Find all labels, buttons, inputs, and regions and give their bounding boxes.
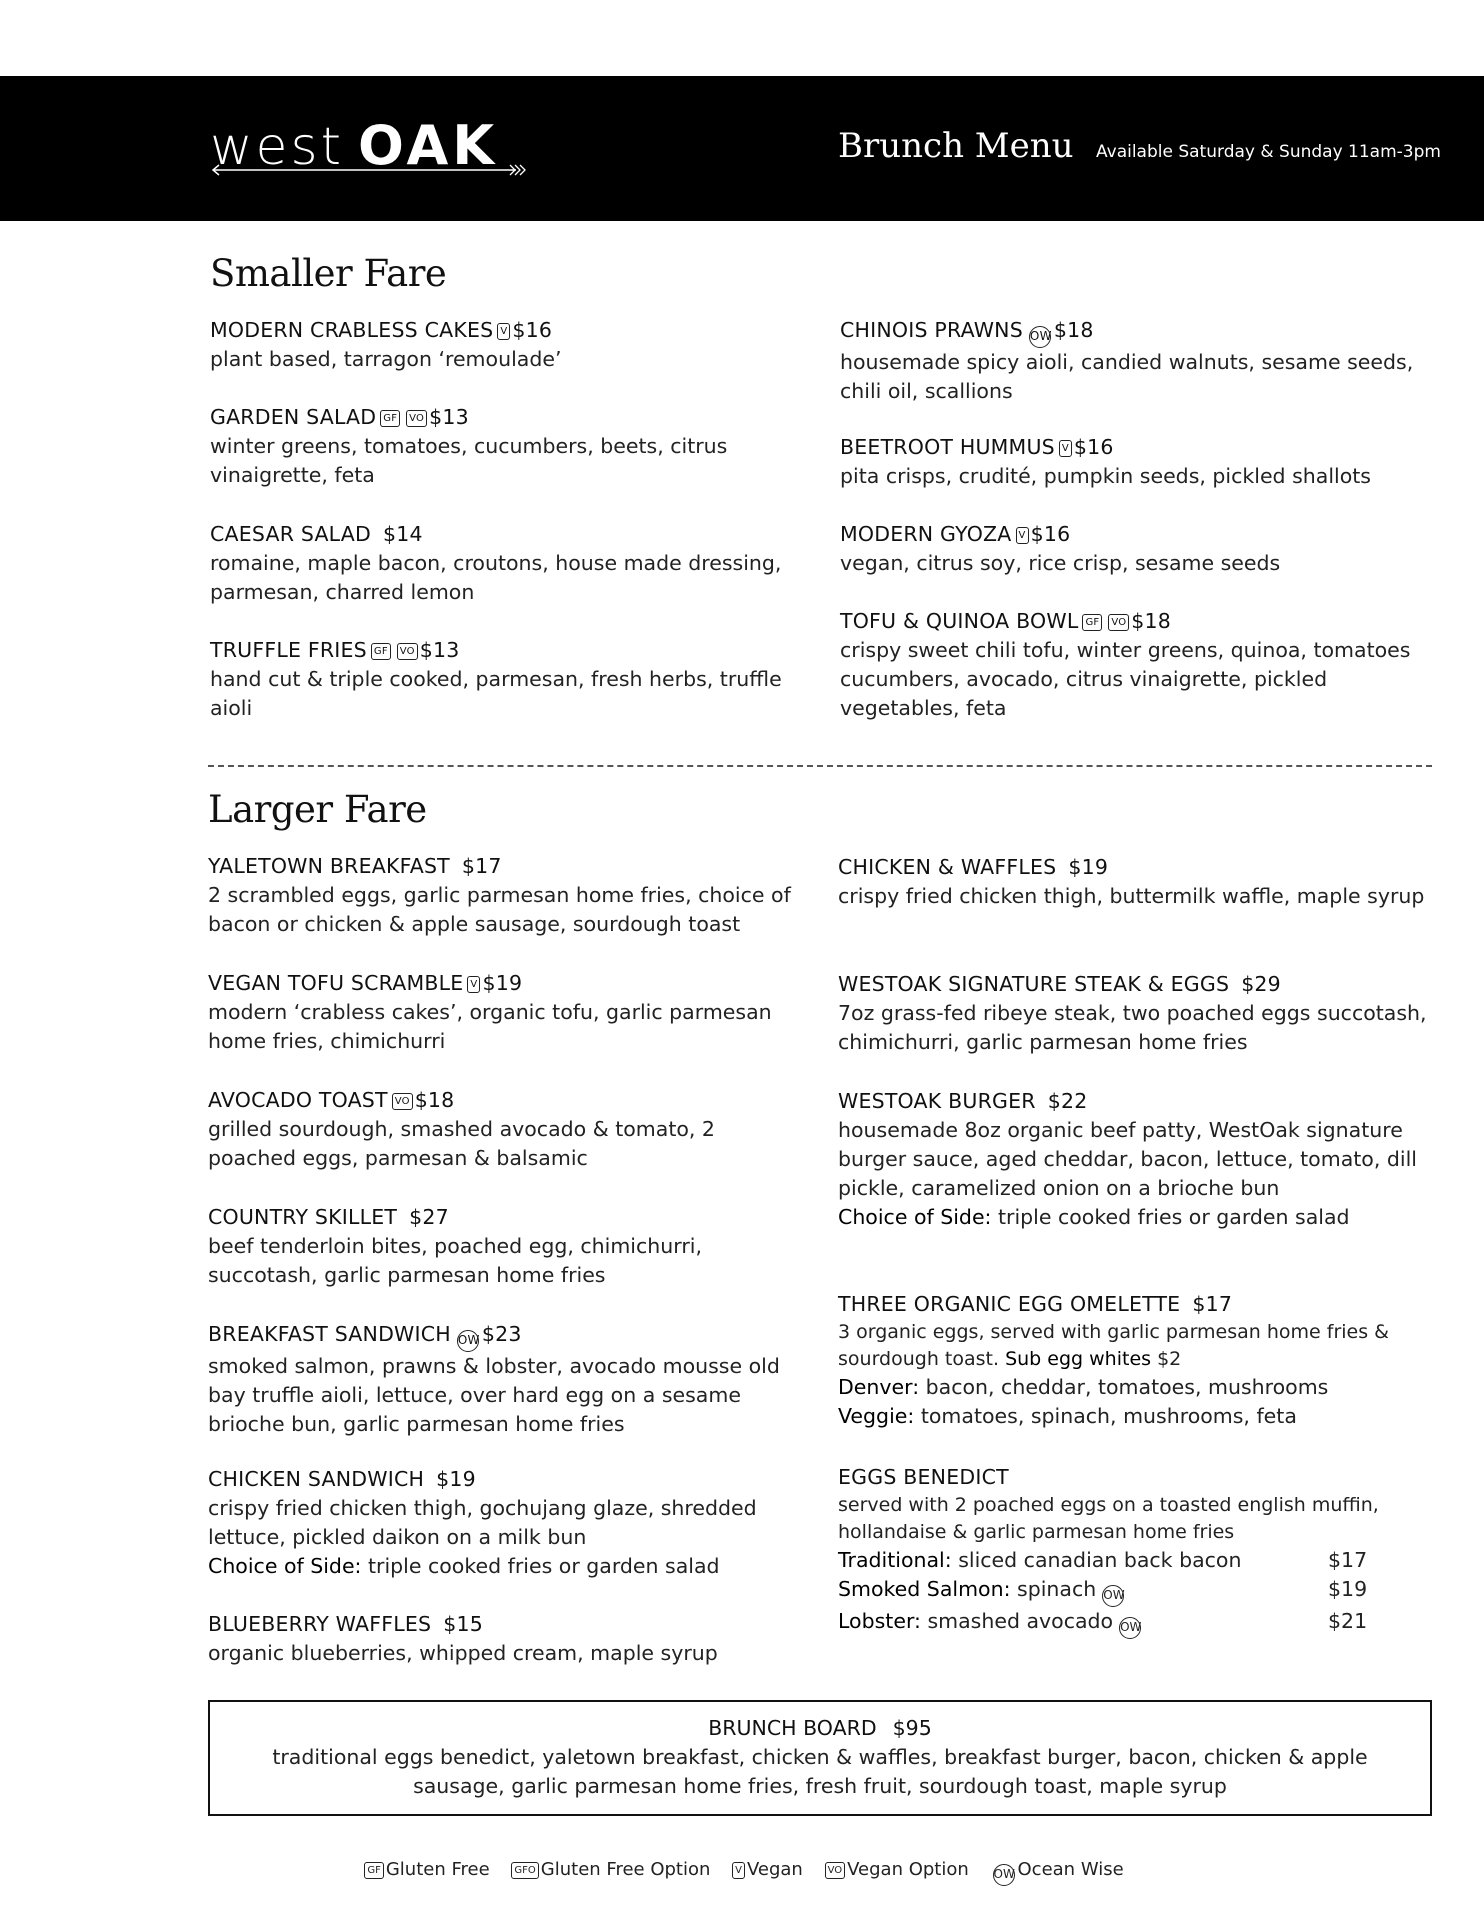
option-label: Traditional: xyxy=(838,1548,952,1572)
menu-item xyxy=(208,1086,798,1173)
vegan-option-icon: VO xyxy=(397,643,418,660)
ocean-wise-icon: OW xyxy=(1102,1585,1124,1607)
gluten-free-option-icon: GFO xyxy=(511,1862,538,1879)
item-name: WESTOAK SIGNATURE STEAK & EGGS xyxy=(838,972,1230,996)
item-name: COUNTRY SKILLET xyxy=(208,1205,398,1229)
item-name: CAESAR SALAD xyxy=(210,522,371,546)
ocean-wise-icon: OW xyxy=(1029,326,1051,348)
menu-item xyxy=(838,853,1428,911)
item-description: hand cut & triple cooked, parmesan, fresh herbs, truffle aioli xyxy=(210,667,782,720)
benedict-option xyxy=(838,1575,1428,1607)
ocean-wise-icon: OW xyxy=(993,1864,1015,1886)
item-price: $13 xyxy=(419,638,460,662)
item-name: BREAKFAST SANDWICH xyxy=(208,1322,451,1346)
item-description: beef tenderloin bites, poached egg, chimichurri, succotash, garlic parmesan home fries xyxy=(208,1234,702,1287)
item-description: housemade spicy aioli, candied walnuts, sesame seeds, chili oil, scallions xyxy=(840,350,1414,403)
benedict-option xyxy=(838,1546,1428,1575)
item-price: $19 xyxy=(436,1467,476,1491)
legend-entry xyxy=(987,1859,1124,1880)
menu-item xyxy=(210,520,800,607)
menu-title: Brunch Menu xyxy=(838,126,1074,166)
item-name: WESTOAK BURGER xyxy=(838,1089,1036,1113)
item-description: 2 scrambled eggs, garlic parmesan home fries, choice of bacon or chicken & apple sausage, sourdough toast xyxy=(208,883,791,936)
item-name: CHICKEN & WAFFLES xyxy=(838,855,1057,879)
item-description: 7oz grass-fed ribeye steak, two poached eggs succotash, chimichurri, garlic parmesan home fries xyxy=(838,1001,1427,1054)
item-price: $16 xyxy=(1073,435,1114,459)
item-name: BEETROOT HUMMUS xyxy=(840,435,1055,459)
ocean-wise-icon: OW xyxy=(457,1330,479,1352)
extra-label: Sub egg whites xyxy=(1005,1348,1152,1370)
item-name: CHINOIS PRAWNS xyxy=(840,318,1023,342)
board-description: traditional eggs benedict, yaletown breakfast, chicken & waffles, breakfast burger, bacon, chicken & apple sausage, garlic parmesan home fries, fresh fruit, sourdough toast, maple syrup xyxy=(272,1745,1368,1798)
item-name: VEGAN TOFU SCRAMBLE xyxy=(208,971,464,995)
legend-label: Vegan Option xyxy=(847,1859,969,1880)
vegan-icon: V xyxy=(497,323,510,340)
board-name: BRUNCH BOARD xyxy=(708,1716,877,1740)
vegan-option-icon: VO xyxy=(406,410,427,427)
item-description: crispy fried chicken thigh, buttermilk waffle, maple syrup xyxy=(838,884,1425,908)
menu-item xyxy=(838,1463,1428,1639)
item-price: $22 xyxy=(1047,1089,1088,1113)
option-text: bacon, cheddar, tomatoes, mushrooms xyxy=(925,1375,1329,1399)
option-price: $19 xyxy=(1328,1577,1368,1601)
option-text: sliced canadian back bacon xyxy=(958,1548,1242,1572)
gluten-free-icon: GF xyxy=(1082,614,1102,631)
vegan-icon: V xyxy=(467,976,480,993)
gluten-free-icon: GF xyxy=(364,1862,384,1879)
logo-arrow-icon xyxy=(210,164,530,176)
menu-item xyxy=(210,403,800,490)
menu-item xyxy=(838,970,1428,1057)
ocean-wise-icon: OW xyxy=(1119,1617,1141,1639)
item-price: $17 xyxy=(1192,1292,1233,1316)
menu-item xyxy=(208,1203,798,1290)
item-price: $19 xyxy=(1068,855,1109,879)
item-description: plant based, tarragon ‘remoulade’ xyxy=(210,347,562,371)
item-name: MODERN CRABLESS CAKES xyxy=(210,318,494,342)
item-price: $29 xyxy=(1241,972,1281,996)
item-name: YALETOWN BREAKFAST xyxy=(208,854,450,878)
item-description: winter greens, tomatoes, cucumbers, beets, citrus vinaigrette, feta xyxy=(210,434,728,487)
legend-label: Ocean Wise xyxy=(1017,1859,1124,1880)
menu-item xyxy=(208,1320,798,1439)
side-label: Choice of Side: xyxy=(838,1205,992,1229)
dietary-legend xyxy=(0,1859,1484,1886)
item-description: crispy sweet chili tofu, winter greens, quinoa, tomatoes cucumbers, avocado, citrus vinaigrette, pickled vegetables, feta xyxy=(840,638,1411,720)
menu-item xyxy=(840,607,1430,723)
item-price: $18 xyxy=(414,1088,455,1112)
section-title-larger-fare: Larger Fare xyxy=(208,788,427,831)
item-description: pita crisps, crudité, pumpkin seeds, pickled shallots xyxy=(840,464,1371,488)
option-text: smashed avocado xyxy=(927,1609,1114,1633)
option-price: $21 xyxy=(1328,1609,1368,1633)
option-label: Smoked Salmon: xyxy=(838,1577,1011,1601)
menu-item xyxy=(208,852,798,939)
side-text: triple cooked fries or garden salad xyxy=(368,1554,720,1578)
legend-entry xyxy=(507,1859,710,1880)
item-name: CHICKEN SANDWICH xyxy=(208,1467,425,1491)
item-name: AVOCADO TOAST xyxy=(208,1088,388,1112)
section-divider xyxy=(208,765,1432,767)
item-price: $19 xyxy=(482,971,523,995)
item-description: served with 2 poached eggs on a toasted english muffin, hollandaise & garlic parmesan home fries xyxy=(838,1494,1379,1543)
gluten-free-icon: GF xyxy=(380,410,400,427)
menu-item xyxy=(838,1087,1428,1232)
option-label: Lobster: xyxy=(838,1609,921,1633)
logo-oak-text: OAK xyxy=(358,114,499,177)
option-label: Denver: xyxy=(838,1375,920,1399)
item-price: $23 xyxy=(481,1322,522,1346)
item-name: THREE ORGANIC EGG OMELETTE xyxy=(838,1292,1181,1316)
vegan-icon: V xyxy=(1059,440,1072,457)
item-description: grilled sourdough, smashed avocado & tomato, 2 poached eggs, parmesan & balsamic xyxy=(208,1117,715,1170)
menu-item xyxy=(840,316,1430,406)
legend-entry xyxy=(821,1859,969,1880)
legend-entry xyxy=(728,1859,803,1880)
side-label: Choice of Side: xyxy=(208,1554,362,1578)
menu-item xyxy=(208,969,798,1056)
legend-entry xyxy=(360,1859,489,1880)
vegan-option-icon: VO xyxy=(392,1093,413,1110)
item-description: smoked salmon, prawns & lobster, avocado mousse old bay truffle aioli, lettuce, over hard egg on a sesame brioche bun, garlic parmesan home fries xyxy=(208,1354,780,1436)
item-price: $16 xyxy=(1030,522,1071,546)
item-name: TOFU & QUINOA BOWL xyxy=(840,609,1079,633)
item-description: vegan, citrus soy, rice crisp, sesame seeds xyxy=(840,551,1281,575)
item-description: 3 organic eggs, served with garlic parmesan home fries & sourdough toast. xyxy=(838,1321,1389,1370)
item-price: $18 xyxy=(1131,609,1172,633)
section-title-smaller-fare: Smaller Fare xyxy=(210,252,447,295)
item-price: $16 xyxy=(512,318,553,342)
logo-west-text: west xyxy=(210,117,345,177)
vegan-option-icon: VO xyxy=(825,1862,846,1879)
gluten-free-icon: GF xyxy=(371,643,391,660)
legend-label: Vegan xyxy=(746,1859,803,1880)
menu-item xyxy=(838,1290,1428,1431)
option-text: spinach xyxy=(1017,1577,1097,1601)
menu-item xyxy=(208,1610,798,1668)
item-description: crispy fried chicken thigh, gochujang glaze, shredded lettuce, pickled daikon on a milk bun xyxy=(208,1496,757,1549)
menu-item xyxy=(840,520,1430,578)
extra-price: $2 xyxy=(1157,1348,1182,1370)
item-price: $15 xyxy=(443,1612,483,1636)
menu-item xyxy=(210,316,800,374)
menu-item xyxy=(840,433,1430,491)
item-price: $18 xyxy=(1053,318,1094,342)
side-text: triple cooked fries or garden salad xyxy=(998,1205,1350,1229)
item-name: GARDEN SALAD xyxy=(210,405,377,429)
item-name: MODERN GYOZA xyxy=(840,522,1012,546)
menu-header xyxy=(0,76,1484,221)
availability-text: Available Saturday & Sunday 11am-3pm xyxy=(1096,142,1441,162)
item-description: housemade 8oz organic beef patty, WestOak signature burger sauce, aged cheddar, bacon, lettuce, tomato, dill pickle, caramelized onion on a brioche bun xyxy=(838,1118,1417,1200)
vegan-icon: V xyxy=(732,1862,745,1879)
menu-item xyxy=(208,1465,798,1581)
item-price: $14 xyxy=(383,522,423,546)
option-label: Veggie: xyxy=(838,1404,915,1428)
menu-item xyxy=(210,636,800,723)
legend-label: Gluten Free xyxy=(385,1859,490,1880)
option-text: tomatoes, spinach, mushrooms, feta xyxy=(920,1404,1297,1428)
vegan-option-icon: VO xyxy=(1108,614,1129,631)
item-description: organic blueberries, whipped cream, maple syrup xyxy=(208,1641,718,1665)
brunch-board-box xyxy=(208,1700,1432,1816)
benedict-option xyxy=(838,1607,1428,1639)
item-price: $13 xyxy=(429,405,469,429)
item-price: $17 xyxy=(461,854,502,878)
item-name: EGGS BENEDICT xyxy=(838,1465,1009,1489)
item-price: $27 xyxy=(409,1205,449,1229)
item-description: romaine, maple bacon, croutons, house made dressing, parmesan, charred lemon xyxy=(210,551,782,604)
item-description: modern ‘crabless cakes’, organic tofu, garlic parmesan home fries, chimichurri xyxy=(208,1000,772,1053)
option-price: $17 xyxy=(1328,1548,1368,1572)
board-price: $95 xyxy=(892,1716,932,1740)
item-name: BLUEBERRY WAFFLES xyxy=(208,1612,432,1636)
vegan-icon: V xyxy=(1016,527,1029,544)
legend-label: Gluten Free Option xyxy=(540,1859,711,1880)
item-name: TRUFFLE FRIES xyxy=(210,638,367,662)
